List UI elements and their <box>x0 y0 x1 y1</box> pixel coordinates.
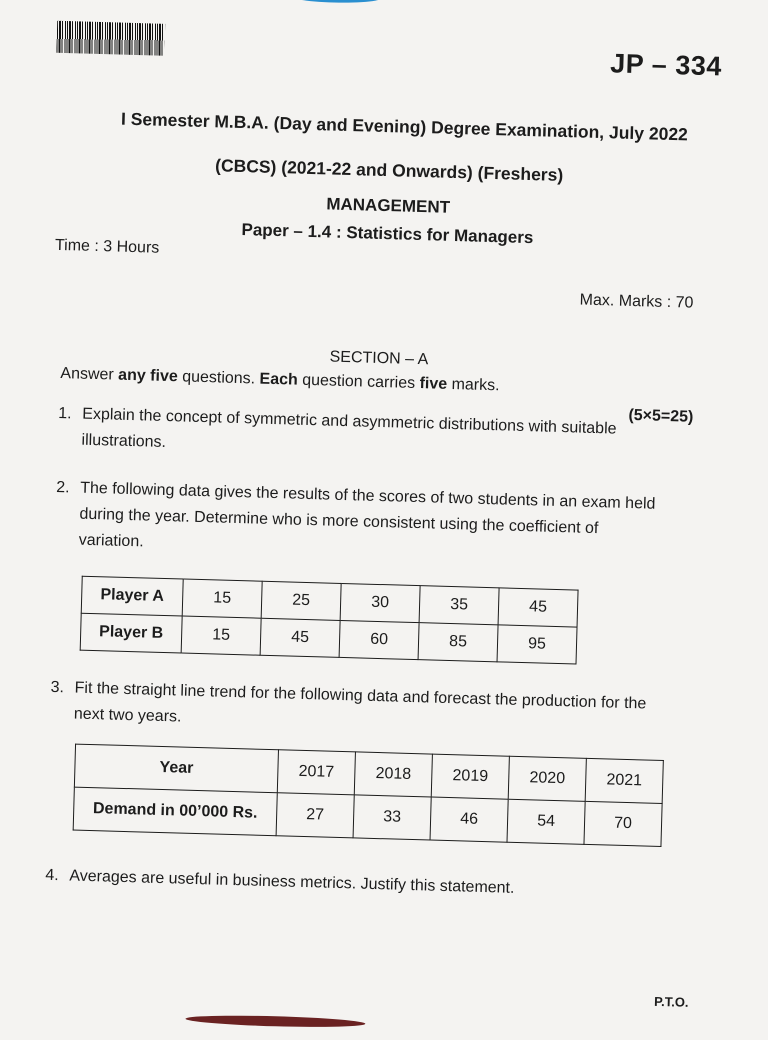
question-text: The following data gives the results of the scores of two students in an exam held during the year. Determine who is more consistent using the coefficient of variation. <box>78 479 656 551</box>
bottom-edge-mark <box>185 1014 365 1029</box>
subject-name: MANAGEMENT <box>326 194 451 217</box>
player-scores-table <box>80 576 579 665</box>
page-turn-note: P.T.O. <box>653 993 689 1010</box>
table-cell: 45 <box>260 618 340 657</box>
exam-title: I Semester M.B.A. (Day and Evening) Degree Examination, July 2022 <box>120 108 689 145</box>
question-number: 3. <box>50 678 65 697</box>
question-number: 1. <box>58 404 72 423</box>
table-cell: 33 <box>353 795 431 840</box>
top-edge-mark <box>284 0 384 4</box>
table-cell: 27 <box>276 793 354 838</box>
question-4 <box>45 863 655 906</box>
question-text: Fit the straight line trend for the following data and forecast the production for the next two years. <box>73 679 647 726</box>
barcode <box>56 21 165 56</box>
instructions: Answer any five questions. Each question carries five marks. <box>60 365 500 395</box>
section-heading: SECTION – A <box>329 348 429 369</box>
table-cell: 2020 <box>508 756 586 801</box>
table-cell: 25 <box>261 581 341 620</box>
table-cell: 95 <box>497 625 577 664</box>
row-header: Player A <box>81 576 183 616</box>
table-cell: 46 <box>430 797 508 842</box>
table-cell: 60 <box>339 620 419 659</box>
marks-allocation: (5×5=25) <box>628 406 694 426</box>
row-header: Demand in 00’000 Rs. <box>73 787 277 836</box>
question-3 <box>50 675 661 744</box>
question-text: Averages are useful in business metrics. Justify this statement. <box>69 867 515 897</box>
question-number: 4. <box>45 866 59 885</box>
table-cell: 70 <box>584 801 662 846</box>
row-header: Year <box>74 744 278 793</box>
table-cell: 30 <box>340 583 420 622</box>
table-cell: 15 <box>181 616 261 655</box>
table-cell: 2017 <box>277 750 355 795</box>
paper-title: Paper – 1.4 : Statistics for Managers <box>241 220 534 248</box>
time-allowed: Time : 3 Hours <box>54 236 160 257</box>
table-cell: 54 <box>507 799 585 844</box>
paper-code: JP – 334 <box>609 48 723 82</box>
table-cell: 2018 <box>354 752 432 797</box>
table-cell: 15 <box>182 579 262 618</box>
demand-table <box>73 744 664 847</box>
row-header: Player B <box>80 613 182 653</box>
question-1 <box>57 401 668 470</box>
question-number: 2. <box>55 478 70 497</box>
max-marks: Max. Marks : 70 <box>579 291 694 312</box>
question-text: Explain the concept of symmetric and asymmetric distributions with suitable illustrations. <box>81 405 617 451</box>
question-2 <box>54 475 666 570</box>
exam-scheme: (CBCS) (2021-22 and Onwards) (Freshers) <box>214 155 564 185</box>
table-cell: 2019 <box>431 754 509 799</box>
table-cell: 45 <box>498 588 578 627</box>
table-cell: 2021 <box>585 758 663 803</box>
table-cell: 85 <box>418 623 498 662</box>
table-cell: 35 <box>419 586 499 625</box>
